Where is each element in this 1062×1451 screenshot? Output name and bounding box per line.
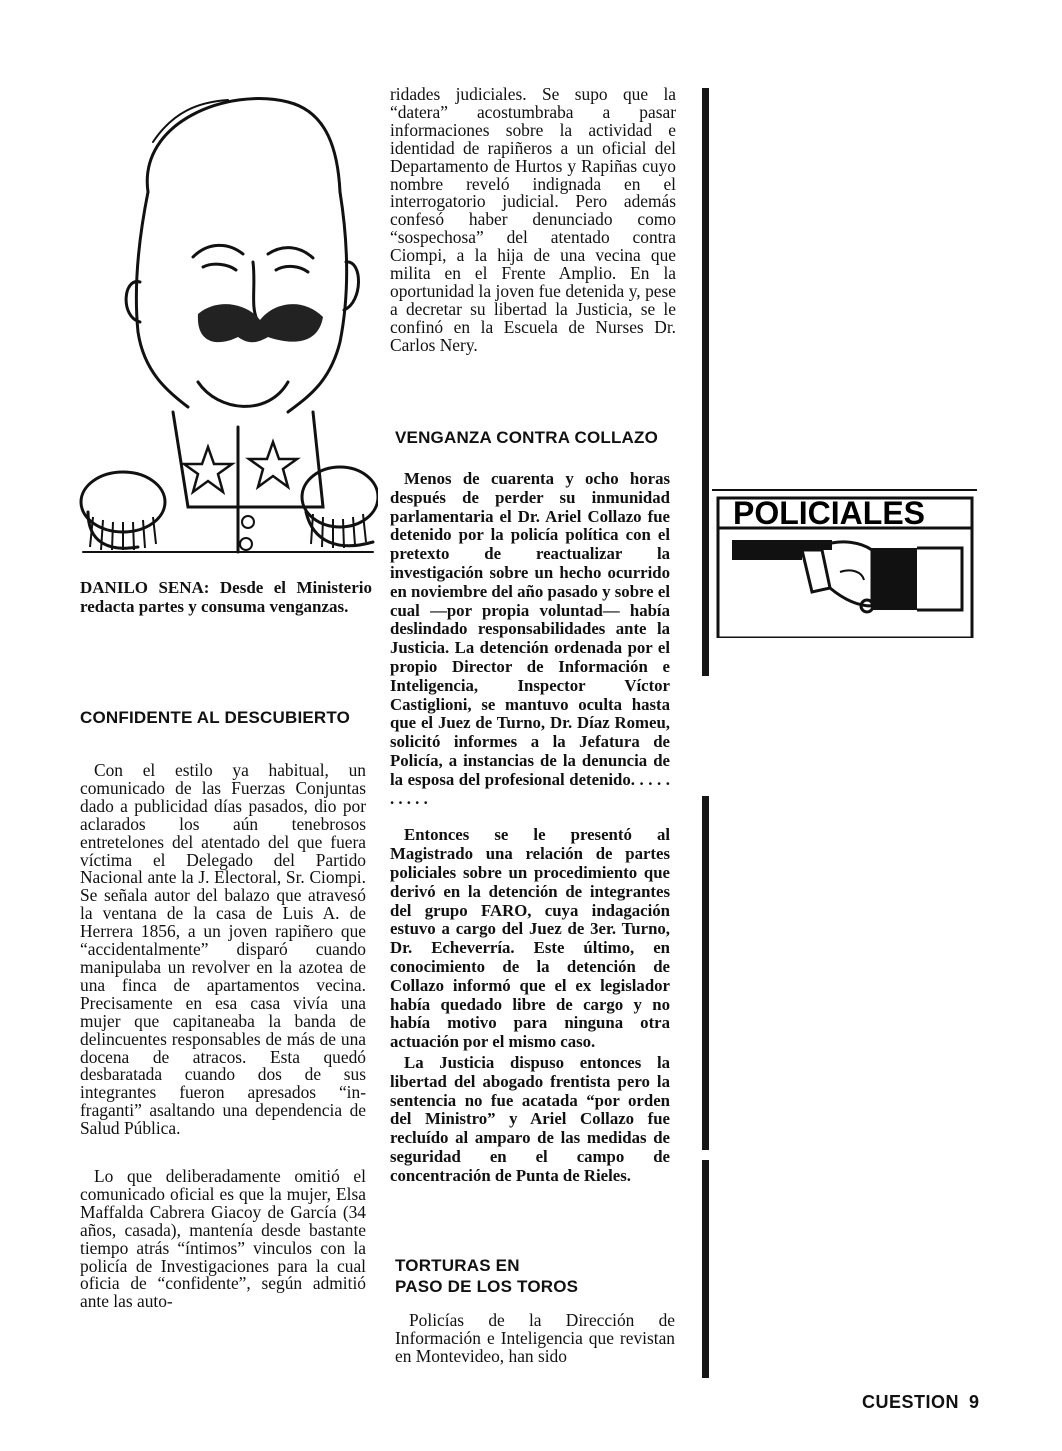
divider-gap bbox=[702, 676, 709, 796]
page-number: 9 bbox=[969, 1392, 980, 1412]
divider-gap bbox=[702, 1150, 709, 1160]
heading-torturas-line-2: PASO DE LOS TOROS bbox=[395, 1277, 579, 1296]
caption-name: DANILO SENA: bbox=[80, 578, 210, 597]
heading-confidente: CONFIDENTE AL DESCUBIERTO bbox=[80, 708, 351, 727]
confidente-paragraph-1: Con el estilo ya habitual, un comunicado de las Fuerzas Conjuntas dado a publicidad días pasados, dio por aclarados los aún tenebrosos entretelones del atentado del que fuera víctima el Delegado del Partido Nacional ante la J. Electoral, Sr. Ciompi. Se señala autor del balazo que atravesó la ventana de la casa de Luis A. de Herrera 1856, a un joven rapiñero que “accidentalmente” disparó cuando manipulaba un revolver en la azotea de una finca de apartamentos vecina. Precisamente en esa casa vivía una mujer que capitaneaba la banda de delincuentes responsables de más de una docena de atracos. Esta quedó desbaratada cuando dos de sus integrantes fueron apresados “in-fraganti” asaltando una dependencia de Salud Pública. bbox=[80, 760, 366, 1139]
confidente-paragraph-2: Lo que deliberadamente omitió el comunicado oficial es que la mujer, Elsa Maffalda Cabrera Giacoy de García (34 años, casada), mantenía desde bastante tiempo atrás “íntimos” vinculos con la policía de Investigaciones para la cual oficia de “confidente”, según admitió ante las auto- bbox=[80, 1166, 366, 1312]
heading-venganza: VENGANZA CONTRA COLLAZO bbox=[395, 428, 659, 447]
venganza-paragraph-1: Menos de cuarenta y ocho horas después de perder su inmunidad parlamentaria el Dr. Ariel Collazo fue detenido por la policía política con el pretexto de reactualizar la investigación sobre un hecho ocurrido en noviembre del año pasado y sobre el cual —por propia voluntad— había deslindado responsabilidades ante la Justicia. La detención ordenada por el propio Director de Información e Inteligencia, Inspector Víctor Castiglioni, se mantuvo oculta hasta que el Juez de Turno, Dr. Díaz Romeu, solicitó informes a la Jefatura de Policía, a instancias de la denuncia de la esposa del profesional detenido. . . . . . . . . . bbox=[390, 469, 670, 808]
magazine-name: CUESTION bbox=[862, 1392, 960, 1412]
continuation-paragraph: ridades judiciales. Se supo que la “datera” acostumbraba a pasar informaciones sobre la actividad e identidad de rapiñeros a un oficial del Departamento de Hurtos y Rapiñas cuyo nombre reveló indignada en el interrogatorio judicial. Pero además confesó haber denunciado como “sospechosa” del atentado contra Ciompi, a la hija de una vecina que milita en el Frente Amplio. En la oportunidad la joven fue detenida y, pese a decretar su libertad la Justicia, se le confinó en la Escuela de Nurses Dr. Carlos Nery. bbox=[390, 84, 676, 355]
column-torturas bbox=[395, 1312, 675, 1366]
heading-torturas bbox=[395, 1255, 685, 1297]
policiales-logo-text: POLICIALES bbox=[733, 495, 926, 531]
caricature-illustration bbox=[78, 82, 378, 568]
heading-torturas-line-1: TORTURAS EN bbox=[395, 1256, 520, 1275]
column-venganza bbox=[390, 470, 670, 1185]
venganza-paragraph-3: La Justicia dispuso entonces la libertad del abogado frentista pero la sentencia no fue acatada “por orden del Ministro” y Ariel Collazo fue recluído al amparo de las medidas de seguridad en el campo de concentración de Punta de Rieles. bbox=[390, 1052, 670, 1185]
torturas-paragraph-1: Policías de la Dirección de Información e Inteligencia que revistan en Montevideo, han sido bbox=[395, 1310, 675, 1366]
page-footer bbox=[862, 1392, 980, 1413]
venganza-paragraph-2: Entonces se le presentó al Magistrado una relación de partes policiales sobre un procedimiento que derivó en la detención de integrantes del grupo FARO, cuya indagación estuvo a cargo del Juez de 3er. Turno, Dr. Echeverría. Este último, en conocimiento de la detención de Collazo informó que el ex legislador había quedado libre de cargo y no había motivo para ninguna otra actuación por el mismo caso. bbox=[390, 825, 670, 1052]
column-continuation bbox=[390, 86, 676, 355]
caption-text: Desde el Ministerio redacta partes y consuma venganzas. bbox=[80, 578, 372, 616]
column-confidente bbox=[80, 762, 366, 1311]
illustration-caption bbox=[80, 578, 372, 616]
